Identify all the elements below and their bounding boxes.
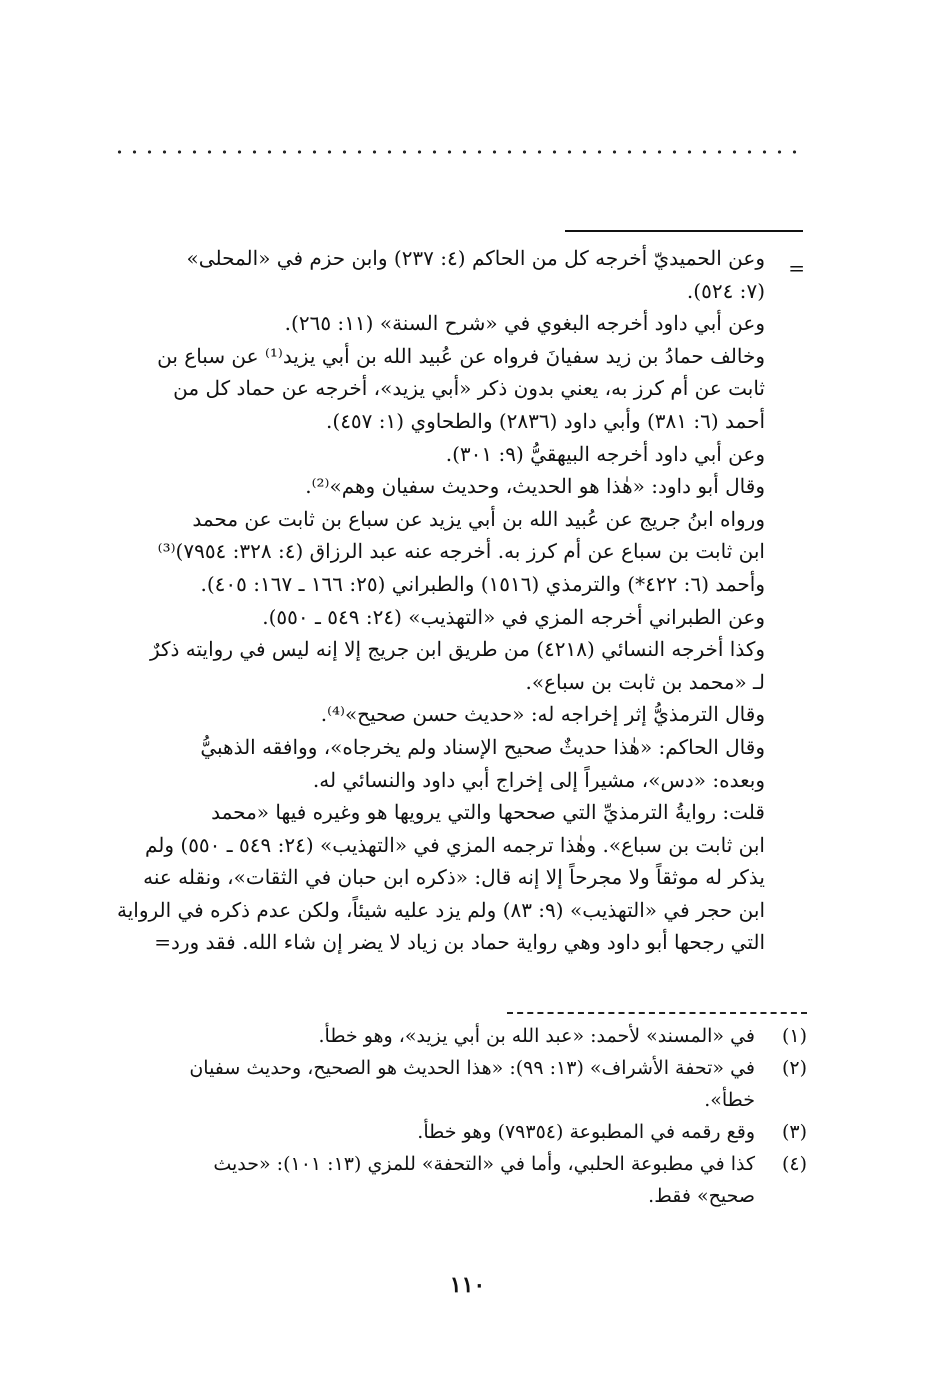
footnote-text: [107, 1020, 755, 1052]
footnote-line: كذا في مطبوعة الحلبي، وأما في «التحفة» للمزي (١٣: ١٠١): «حديث: [213, 1153, 755, 1175]
footnote-3: [107, 1116, 807, 1148]
text-line: وقال أبو داود: «هٰذا هو الحديث، وحديث سفيان وهم»⁽²⁾.: [305, 474, 765, 499]
decorative-dotted-line: [112, 148, 802, 156]
footnote-text: [107, 1148, 755, 1212]
text-line: وكذا أخرجه النسائي (٤٢١٨) من طريق ابن جريج إلا إنه ليس في روايته ذكرٌ: [149, 637, 765, 662]
text-line: وعن أبي داود أخرجه البيهقيُّ (٩: ٣٠١).: [445, 441, 765, 466]
footnote-4: [107, 1148, 807, 1212]
footnote-2: [107, 1052, 807, 1116]
text-line: وعن الحميديّ أخرجه كل من الحاكم (٤: ٢٣٧) وابن حزم في «المحلى»: [186, 246, 765, 270]
text-line: قلت: روايةُ الترمذيِّ التي صححها والتي يرويها هو وغيره فيها «محمد: [211, 800, 765, 825]
footnote-number: (٢): [781, 1057, 807, 1079]
text-line: وبعده: «دس»، مشيراً إلى إخراج أبي داود والنسائي له.: [312, 767, 765, 792]
footnote-number: (٤): [781, 1153, 807, 1175]
footnote-line: في «تحفة الأشراف» (١٣: ٩٩): «هذا الحديث هو الصحيح، وحديث سفيان: [189, 1057, 755, 1079]
footnote-text: [107, 1116, 755, 1148]
text-line: يذكر له موثقاً ولا مجرحاً إلا إنه قال: «ذكره ابن حبان في الثقات»، ونقله عنه: [143, 865, 765, 890]
footnote-line: صحيح» فقط.: [648, 1185, 755, 1207]
top-rule: [565, 230, 803, 232]
main-text-block: [116, 242, 765, 959]
text-line: وقال الترمذيُّ إثر إخراجه له: «حديث حسن صحيح»⁽⁴⁾.: [320, 702, 765, 727]
footnote-line: خطأ».: [704, 1089, 755, 1111]
text-line: ثابت عن أم كرز به، يعني بدون ذكر «أبي يزيد»، أخرجه عن حماد كل من: [173, 376, 765, 401]
footnote-line: وقع رقمه في المطبوعة (٧٩٣٥٤) وهو خطأ.: [417, 1121, 755, 1143]
text-line: لـ «محمد بن ثابت بن سباع».: [525, 669, 765, 694]
footnote-1: [107, 1020, 807, 1052]
page-number: ١١٠: [449, 1272, 486, 1298]
text-line: التي رجحها أبو داود وهي رواية حماد بن زياد لا يضر إن شاء الله. فقد ورد=: [154, 930, 765, 955]
text-line: (٧: ٥٢٤).: [686, 278, 765, 303]
text-line: وعن أبي داود أخرجه البغوي في «شرح السنة» (١١: ٢٦٥).: [284, 311, 765, 336]
text-line: أحمد (٦: ٣٨١) وأبي داود (٢٨٣٦) والطحاوي (١: ٤٥٧).: [326, 408, 765, 433]
text-line: وقال الحاكم: «هٰذا حديثٌ صحيح الإسناد ولم يخرجاه»، ووافقه الذهبيُّ: [200, 734, 765, 759]
footnote-text: [107, 1052, 755, 1116]
text-line: وعن الطبراني أخرجه المزي في «التهذيب» (٢٤: ٥٤٩ ـ ٥٥٠).: [262, 604, 765, 629]
continuation-mark: =: [788, 256, 805, 280]
footnotes: [107, 1020, 807, 1212]
text-line: ابن حجر في «التهذيب» (٩: ٨٣) ولم يزد عليه شيئاً، ولكن عدم ذكره في الرواية: [116, 897, 765, 922]
text-line: وأحمد (٦: ٤٢٢*) والترمذي (١٥١٦) والطبراني (٢٥: ١٦٦ ـ ١٦٧: ٤٠٥).: [200, 571, 765, 596]
text-line: ابن ثابت بن سباع عن أم كرز به. أخرجه عنه عبد الرزاق (٤: ٣٢٨: ٧٩٥٤)⁽³⁾: [157, 539, 765, 564]
text-line: وخالف حمادُ بن زيد سفيانَ فرواه عن عُبيد الله بن أبي يزيد⁽¹⁾ عن سباع بن: [157, 343, 765, 368]
footnote-line: في «المسند» لأحمد: «عبد الله بن أبي يزيد»، وهو خطأ.: [318, 1025, 755, 1047]
footnote-separator: [507, 1012, 807, 1014]
text-line: ابن ثابت بن سباع». وهٰذا ترجمه المزي في «التهذيب» (٢٤: ٥٤٩ ـ ٥٥٠) ولم: [144, 832, 765, 857]
footnote-number: (١): [781, 1025, 807, 1047]
footnote-number: (٣): [781, 1121, 807, 1143]
text-line: ورواه ابنُ جريج عن عُبيد الله بن أبي يزيد عن سباع بن ثابت عن محمد: [192, 506, 765, 531]
